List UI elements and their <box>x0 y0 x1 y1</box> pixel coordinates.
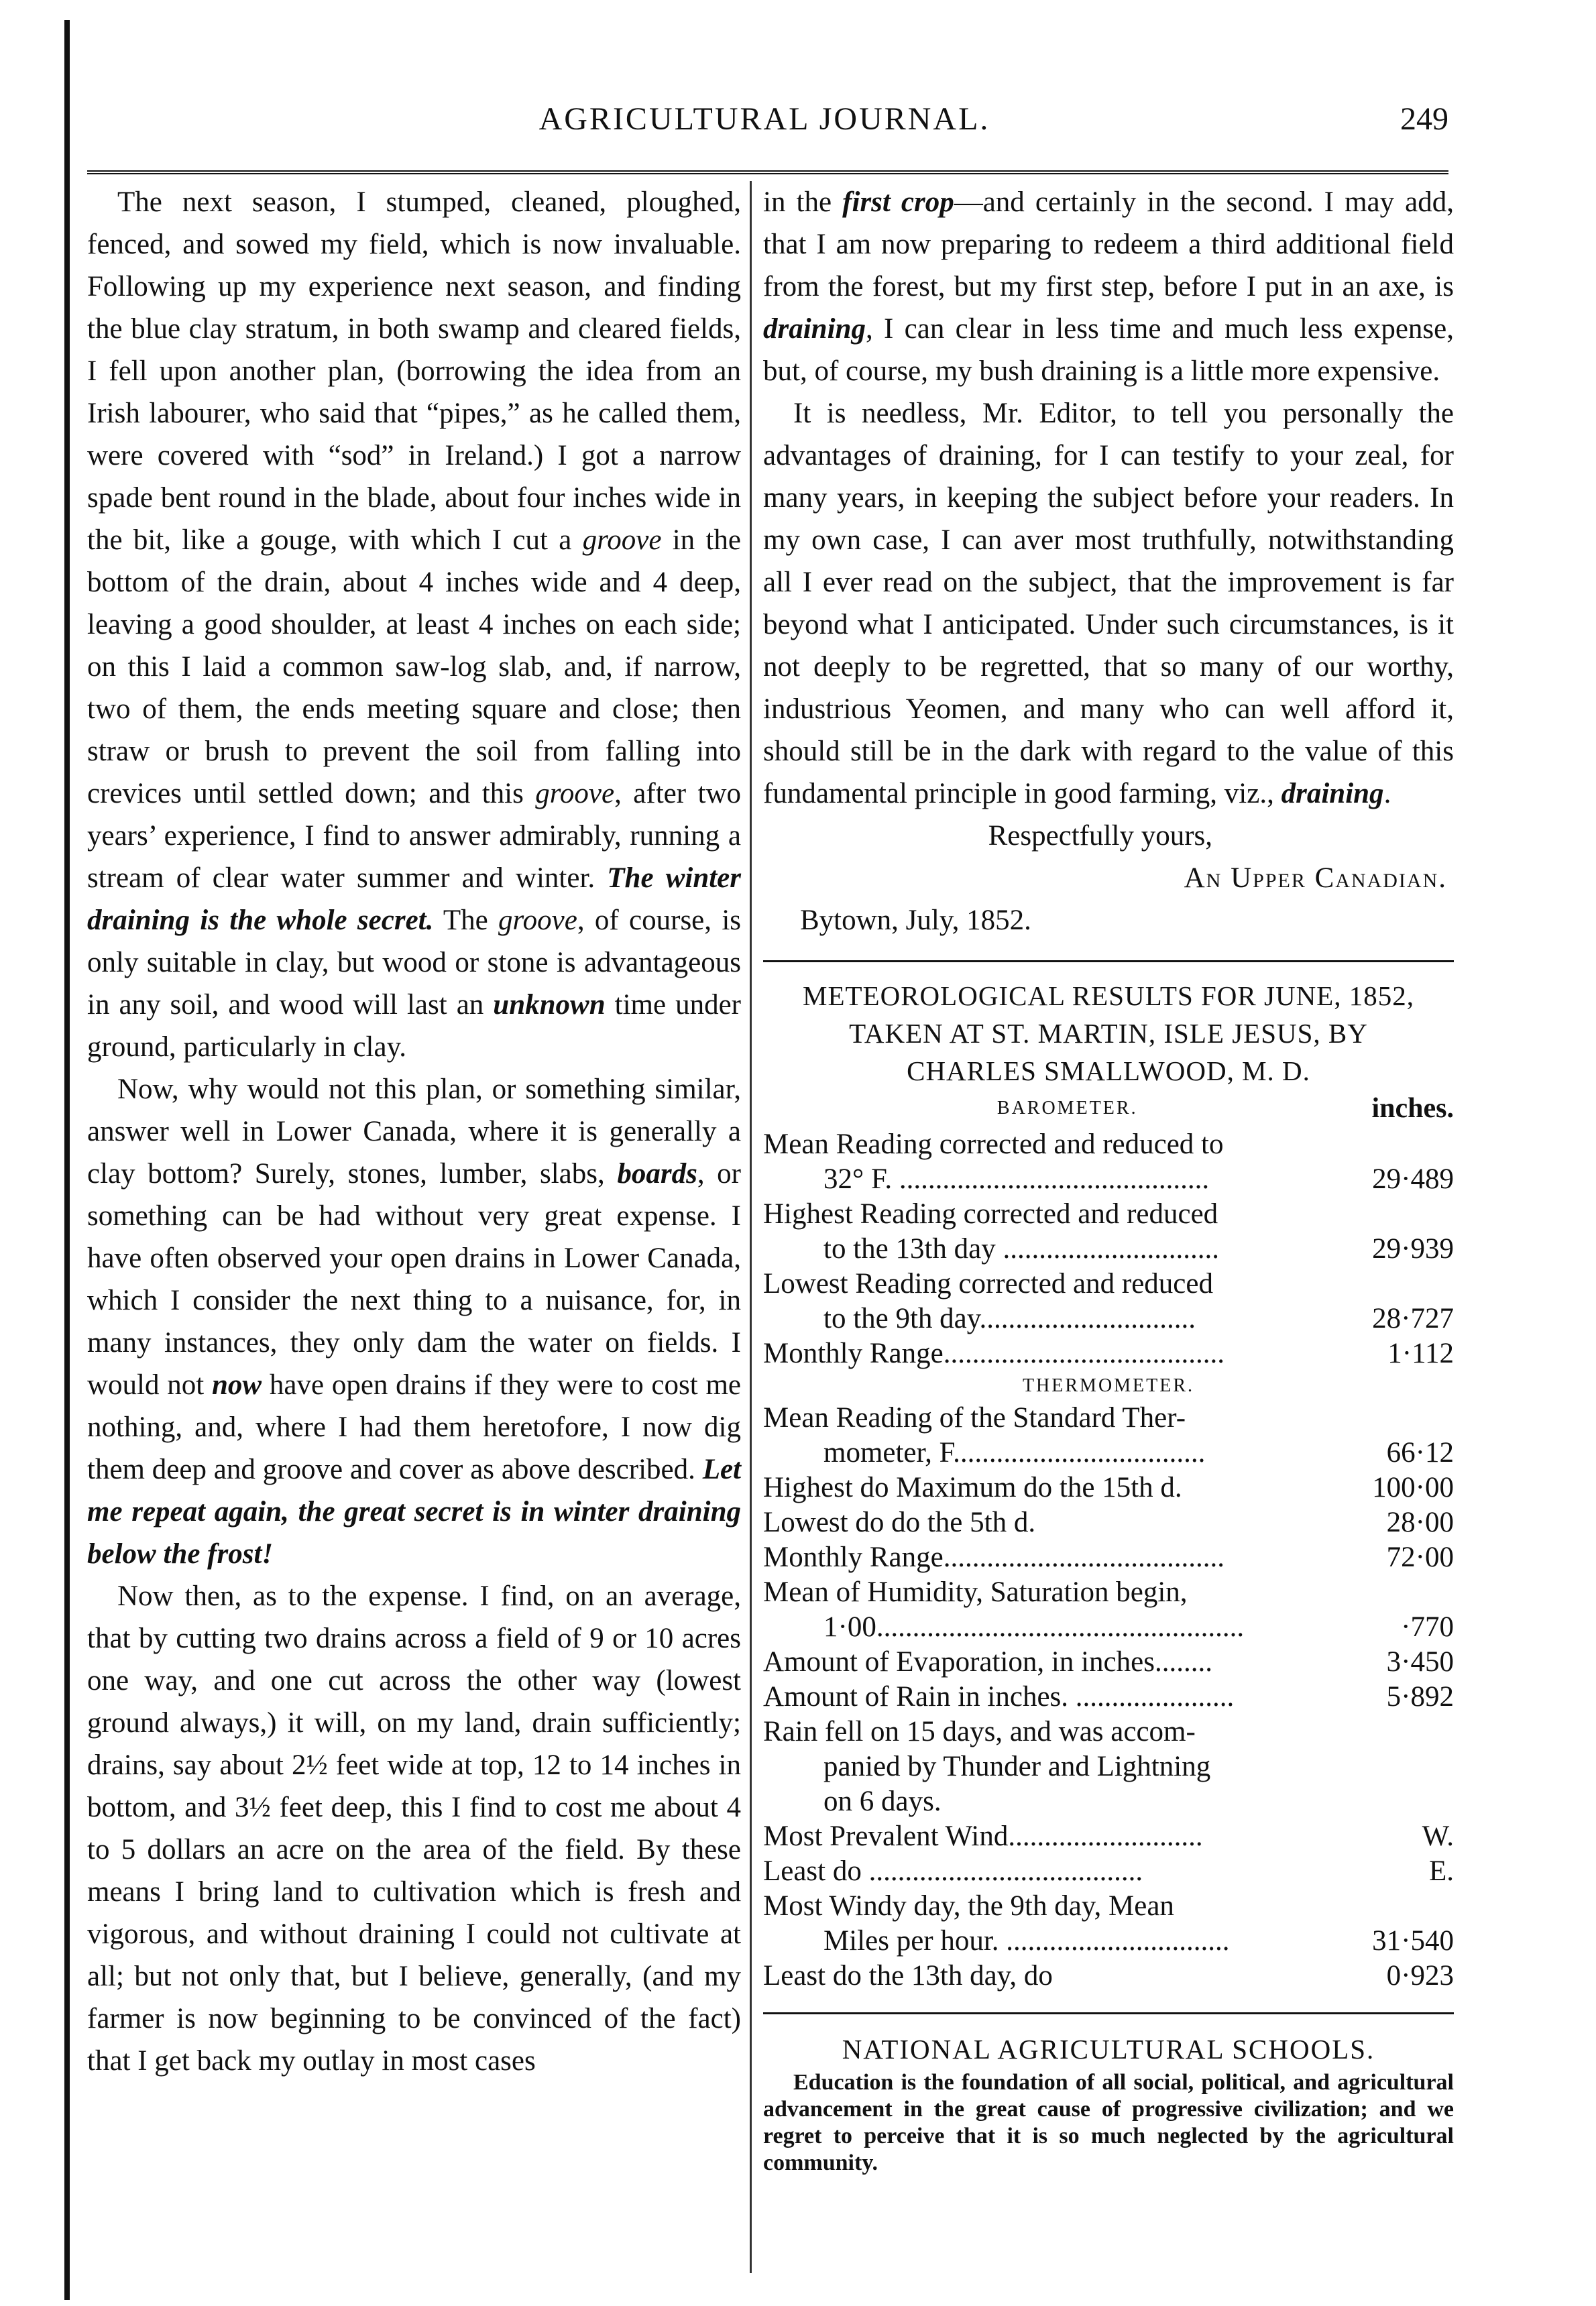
row-value: 5·892 <box>1386 1681 1454 1713</box>
page-edge-rule <box>64 20 70 2300</box>
data-row <box>763 1162 1454 1197</box>
row-value: 72·00 <box>1386 1542 1454 1573</box>
row-label: Mean of Humidity, Saturation begin, <box>763 1576 1188 1608</box>
row-label: to the 9th day.............................. <box>823 1303 1196 1334</box>
text-run: , after two years’ experience, I find to answer admirably, running a stream of clear water summer and winter. <box>87 778 741 894</box>
section-title: NATIONAL AGRICULTURAL SCHOOLS. <box>842 2034 1375 2065</box>
data-row <box>763 1232 1454 1267</box>
text-run: have open drains if they were to cost me nothing, and, where I had them heretofore, I now dig them deep and groove and cover as above described. <box>87 1369 741 1485</box>
text-run: —and certainly in the second. I may add, that I am now preparing to redeem a third additional field from the forest, but my first step, before I put in an axe, is <box>763 186 1455 302</box>
data-row <box>763 1505 1454 1540</box>
row-label: 32° F. ........................................... <box>823 1163 1210 1195</box>
data-row <box>763 1784 1454 1819</box>
row-label: to the 13th day .............................. <box>823 1233 1220 1265</box>
report-title-line: METEOROLOGICAL RESULTS FOR JUNE, 1852, <box>803 980 1414 1011</box>
text-run: . <box>1383 778 1391 809</box>
row-value: 28·00 <box>1386 1507 1454 1538</box>
row-label: Mean Reading of the Standard Ther- <box>763 1402 1186 1434</box>
letter-place-date: Bytown, July, 1852. <box>800 905 1031 936</box>
barometer-heading <box>763 1090 1454 1127</box>
emphasis-run: first crop <box>842 186 954 218</box>
row-value: 66·12 <box>1386 1437 1454 1468</box>
row-value: 29·939 <box>1372 1233 1454 1265</box>
text-run: , I can clear in less time and much less expense, but, of course, my bush draining is a little more expensive. <box>763 313 1454 387</box>
text-run: It is needless, Mr. Editor, to tell you personally the advantages of draining, for I can testify to your zeal, for many years, in keeping the subject before your readers. In my own case, I can aver most truthfully, notwithstanding all I ever read on the subject, that the improvement is far beyond what I anticipated. Under such circumstances, is it not deeply to be regretted, that so many of our worthy, industrious Yeomen, and many who can well afford it, should still be in the dark with regard to the value of this fundamental principle in good farming, viz., <box>763 398 1454 809</box>
row-label: Most Windy day, the 9th day, Mean <box>763 1890 1174 1922</box>
row-label: 1·00................................................... <box>823 1611 1245 1643</box>
section-divider <box>763 960 1454 962</box>
row-value: ·770 <box>1401 1611 1454 1643</box>
data-row <box>763 1302 1454 1336</box>
row-value: E. <box>1428 1855 1454 1887</box>
row-label: Amount of Rain in inches. ...................... <box>763 1681 1235 1713</box>
row-label: Monthly Range....................................... <box>763 1338 1224 1369</box>
row-label: Lowest Reading corrected and reduced <box>763 1268 1213 1300</box>
row-label: Lowest do do the 5th d. <box>763 1507 1036 1538</box>
data-row <box>763 1540 1454 1575</box>
row-label: mometer, F................................... <box>823 1437 1206 1468</box>
data-row <box>763 1959 1454 1994</box>
data-row <box>763 1197 1454 1232</box>
section-divider <box>763 2012 1454 2014</box>
row-label: Least do the 13th day, do <box>763 1960 1053 1992</box>
text-run: , of course, is only suitable in clay, but wood or stone is advantageous in any soil, and wood will last an <box>87 905 741 1021</box>
italic-run: groove <box>535 778 615 809</box>
data-row <box>763 1889 1454 1924</box>
data-row <box>763 1267 1454 1302</box>
report-title-line: TAKEN AT ST. MARTIN, ISLE JESUS, BY <box>849 1018 1368 1049</box>
row-value: 3·450 <box>1386 1646 1454 1678</box>
emphasis-run: Let me repeat again, the great secret is in winter draining below the frost! <box>87 1454 741 1570</box>
row-value: 29·489 <box>1372 1163 1454 1195</box>
data-row <box>763 1715 1454 1749</box>
row-label: Most Prevalent Wind........................... <box>763 1821 1203 1852</box>
text-run: The <box>433 905 499 936</box>
row-label: Rain fell on 15 days, and was accom- <box>763 1716 1196 1747</box>
paragraph: Now then, as to the expense. I find, on an average, that by cutting two drains across a field of 9 or 10 acres one way, and one cut across the other way (lowest ground always,) it will, on my land, drain sufficiently; drains, say about 2½ feet wide at top, 12 to 14 inches in bottom, and 3½ feet deep, this I find to cost me about 4 to 5 dollars an acre on the area of the field. By these means I bring land to cultivation which is fresh and vigorous, and without draining I could not cultivate at all; but not only that, but I believe, generally, (and my farmer is now beginning to be convinced of the fact) that I get back my outlay in most cases <box>87 1580 741 2077</box>
text-run: in the bottom of the drain, about 4 inches wide and 4 deep, leaving a good shoulder, at least 4 inches on each side; on this I laid a common saw-log slab, and, if narrow, two of them, the ends meeting square and close; then straw or brush to prevent the soil from falling into crevices until settled down; and this <box>87 524 741 809</box>
data-row <box>763 1471 1454 1505</box>
row-value: 100·00 <box>1372 1472 1454 1503</box>
barometer-rows <box>763 1127 1454 1336</box>
emphasis-run: unknown <box>493 989 606 1021</box>
row-value: 1·112 <box>1387 1338 1454 1369</box>
row-label: Mean Reading corrected and reduced to <box>763 1129 1224 1160</box>
data-row <box>763 1819 1454 1854</box>
row-label: Amount of Evaporation, in inches........ <box>763 1646 1212 1678</box>
letter-signature: An Upper Canadian. <box>1184 862 1447 894</box>
meteorological-report <box>763 977 1454 1994</box>
page-header <box>80 101 1448 154</box>
emphasis-run: now <box>212 1369 262 1401</box>
paragraph: Education is the foundation of all social, political, and agricultural advancement in the great cause of progressive civilization; and we regret to perceive that it is so much neglected by the agricultural community. <box>763 2070 1454 2175</box>
data-row <box>763 1436 1454 1471</box>
data-row <box>763 1645 1454 1680</box>
barometer-label: BAROMETER. <box>996 1098 1138 1118</box>
row-value: 28·727 <box>1372 1303 1454 1334</box>
row-label: Miles per hour. ............................... <box>823 1925 1230 1957</box>
national-schools-section <box>763 2029 1454 2177</box>
italic-run: groove <box>498 905 577 936</box>
letter-closing: Respectfully yours, <box>988 820 1212 852</box>
emphasis-run: draining <box>1281 778 1384 809</box>
running-title: AGRICULTURAL JOURNAL. <box>538 101 990 137</box>
paragraph <box>87 181 741 1068</box>
row-label: Monthly Range....................................... <box>763 1542 1224 1573</box>
header-rule <box>87 170 1448 174</box>
row-value: 0·923 <box>1386 1960 1454 1992</box>
text-run: The next season, I stumped, cleaned, ploughed, fenced, and sowed my field, which is now invaluable. Following up my experience next season, and finding the blue clay stratum, in both swamp and cleared fields, I fell upon another plan, (borrowing the idea from an Irish labourer, who said that “pipes,” as he called them, were covered with “sod” in Ireland.) I got a narrow spade bent round in the blade, about four inches wide in the bit, like a gouge, with which I cut a <box>87 186 741 556</box>
paragraph <box>87 1068 741 1575</box>
row-value: W. <box>1422 1821 1454 1852</box>
row-label: Highest do Maximum do the 15th d. <box>763 1472 1182 1503</box>
data-row <box>763 1401 1454 1436</box>
text-run: time under ground, particularly in clay. <box>87 989 741 1063</box>
left-column <box>87 181 741 2082</box>
text-run: , or something can be had without very great expense. I have often observed your open drains in Lower Canada, which I consider the next thing to a nuisance, for, in many instances, they only dam the water on fields. I would not <box>87 1158 742 1401</box>
paragraph <box>763 181 1454 392</box>
data-row <box>763 1749 1454 1784</box>
report-title-line: CHARLES SMALLWOOD, M. D. <box>907 1055 1310 1086</box>
data-row <box>763 1924 1454 1959</box>
data-row <box>763 1610 1454 1645</box>
right-column <box>763 181 1454 2177</box>
row-label: panied by Thunder and Lightning <box>823 1751 1211 1782</box>
row-label: Least do ...................................... <box>763 1855 1143 1887</box>
emphasis-run: boards <box>617 1158 697 1190</box>
emphasis-run: draining <box>763 313 866 345</box>
data-row <box>763 1336 1454 1371</box>
thermometer-label: THERMOMETER. <box>1022 1375 1195 1396</box>
data-row <box>763 1680 1454 1715</box>
page-number: 249 <box>1400 101 1448 137</box>
row-label: on 6 days. <box>823 1786 942 1817</box>
italic-run: groove <box>582 524 662 556</box>
text-run: Now, why would not this plan, or something similar, answer well in Lower Canada, where it is generally a clay bottom? Surely, stones, lumber, slabs, <box>87 1074 741 1190</box>
row-value: 31·540 <box>1372 1925 1454 1957</box>
column-divider <box>750 181 752 2273</box>
row-label: Highest Reading corrected and reduced <box>763 1198 1218 1230</box>
data-row <box>763 1854 1454 1889</box>
text-run: in the <box>763 186 843 218</box>
units-label: inches. <box>1371 1093 1454 1124</box>
data-row <box>763 1127 1454 1162</box>
data-row <box>763 1575 1454 1610</box>
paragraph <box>763 392 1454 815</box>
emphasis-run: The winter draining is the whole secret. <box>87 862 741 936</box>
